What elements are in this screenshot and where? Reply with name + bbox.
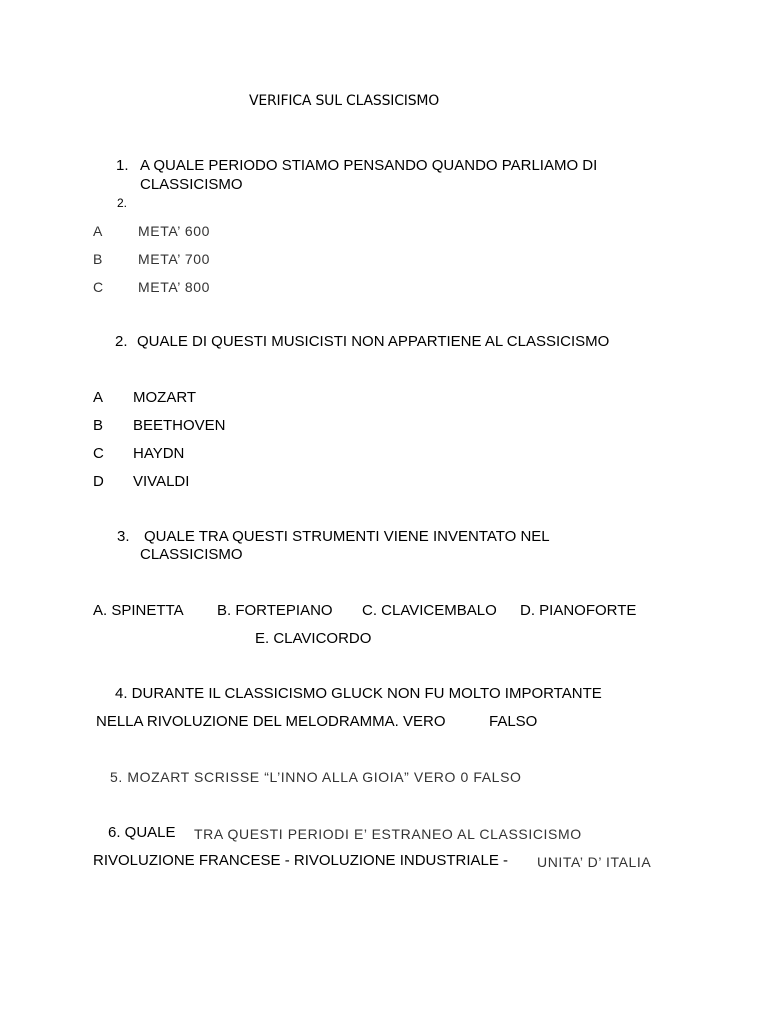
question-4-text-line2: NELLA RIVOLUZIONE DEL MELODRAMMA. VERO [96,713,446,730]
question-1-option-text: META’ 700 [138,251,211,267]
page-title: VERIFICA SUL CLASSICISMO [249,93,440,109]
question-2-option-letter: A [93,389,104,406]
question-3-number: 3. [117,528,130,545]
question-3-text-line1: QUALE TRA QUESTI STRUMENTI VIENE INVENTATO NEL [144,528,550,545]
question-1-text-line1: A QUALE PERIODO STIAMO PENSANDO QUANDO PARLIAMO DI [140,157,598,174]
question-1-text-line2: CLASSICISMO [140,176,243,193]
question-6-option-last: UNITA’ D’ ITALIA [537,854,652,870]
question-2-option-text: HAYDN [133,445,185,462]
question-4-text-line1: 4. DURANTE IL CLASSICISMO GLUCK NON FU MOLTO IMPORTANTE [115,685,602,702]
question-1-option-text: META’ 600 [138,223,211,239]
question-1-option-text: META’ 800 [138,279,211,295]
question-3-text-line2: CLASSICISMO [140,546,243,563]
question-2-option-text: MOZART [133,389,197,406]
question-2-option-letter: D [93,473,104,490]
question-3-option: D. PIANOFORTE [520,602,637,619]
question-2-number: 2. [115,333,128,350]
question-2-option-text: BEETHOVEN [133,417,226,434]
question-3-option: A. SPINETTA [93,602,184,619]
question-1-option-letter: C [93,279,104,295]
question-1-option-letter: A [93,223,103,239]
stray-list-number: 2. [117,196,128,210]
question-6-prefix: 6. QUALE [108,824,176,841]
question-5-text: 5. MOZART SCRISSE “L’INNO ALLA GIOIA” VERO 0 FALSO [110,769,522,785]
question-6-options: RIVOLUZIONE FRANCESE - RIVOLUZIONE INDUSTRIALE - [93,852,509,869]
question-2-text: QUALE DI QUESTI MUSICISTI NON APPARTIENE AL CLASSICISMO [137,333,610,350]
question-4-falso: FALSO [489,713,538,730]
question-2-option-letter: B [93,417,104,434]
question-1-number: 1. [116,157,129,174]
question-2-option-letter: C [93,445,104,462]
question-3-option: B. FORTEPIANO [217,602,333,619]
question-2-option-text: VIVALDI [133,473,190,490]
question-1-option-letter: B [93,251,103,267]
question-3-option: C. CLAVICEMBALO [362,602,497,619]
question-6-text: TRA QUESTI PERIODI E’ ESTRANEO AL CLASSICISMO [194,826,582,842]
question-3-option: E. CLAVICORDO [255,630,372,647]
